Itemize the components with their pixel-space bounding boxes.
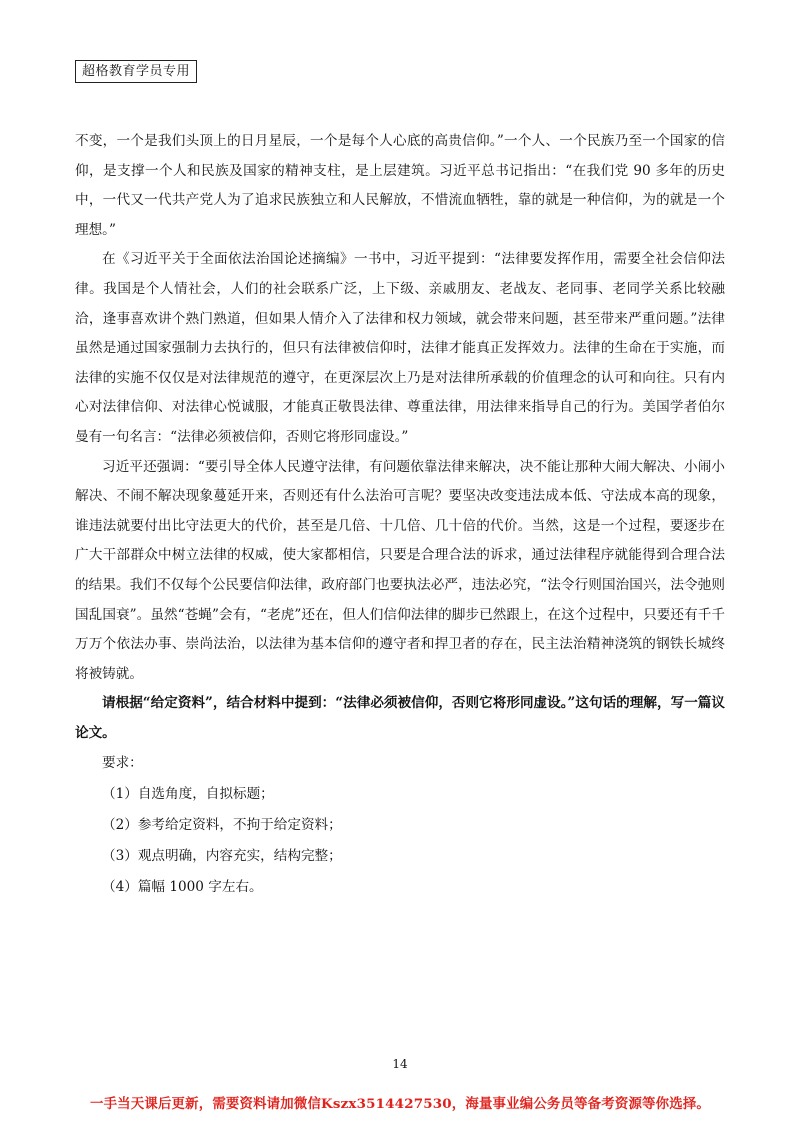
page-number: 14: [392, 1057, 408, 1071]
requirement-item: （2）参考给定资料，不拘于给定资料；: [102, 817, 342, 834]
requirement-item: （4）篇幅 1000 字左右。: [102, 879, 263, 896]
requirements-label: 要求：: [102, 755, 143, 772]
paragraph-rule-of-law-belief: 在《习近平关于全面依法治国论述摘编》一书中，习近平提到：“法律要发挥作用，需要全社会信仰法律。我国是个人情社会，人们的社会联系广泛，上下级、亲戚朋友、老战友、老同事、老同学关系比较融洽，逢事喜欢讲个熟门熟道，但如果人情介入了法律和权力领域，就会带来问题，甚至带来严重问题。”法律虽然是通过国家强制力去执行的，但只有法律被信仰时，法律才能真正发挥效力。法律的生命在于实施，而法律的实施不仅仅是对法律规范的遵守，在更深层次上乃是对法律所承载的价值理念的认可和向往。只有内心对法律信仰、对法律心悦诚服，才能真正敬畏法律、尊重法律，用法律来指导自己的行为。美国学者伯尔曼有一句名言：“法律必须被信仰，否则它将形同虚设。”: [75, 251, 725, 445]
essay-task: 请根据“给定资料”，结合材料中提到：“法律必须被信仰，否则它将形同虚设。”这句话的理解，写一篇议论文。: [75, 695, 725, 741]
requirement-item: （1）自选角度，自拟标题；: [102, 786, 274, 803]
paragraph-emphasis: 习近平还强调：“要引导全体人民遵守法律，有问题依靠法律来解决，决不能让那种大闹大解决、小闹小解决、不闹不解决现象蔓延开来，否则还有什么法治可言呢？要坚决改变违法成本低、守法成本高的现象，谁违法就要付出比守法更大的代价，甚至是几倍、十几倍、几十倍的代价。当然，这是一个过程，要逐步在广大干部群众中树立法律的权威，使大家都相信，只要是合理合法的诉求，通过法律程序就能得到合理合法的结果。我们不仅每个公民要信仰法律，政府部门也要执法必严，违法必究，“法令行则国治国兴，法令弛则国乱国衰”。虽然“苍蝇”会有，“老虎”还在，但人们信仰法律的脚步已然跟上，在这个过程中，只要还有千千万万个依法办事、崇尚法治，以法律为基本信仰的遵守者和捍卫者的存在，民主法治精神浇筑的钢铁长城终将被铸就。: [75, 458, 725, 682]
paragraph-continued: 不变，一个是我们头顶上的日月星辰，一个是每个人心底的高贵信仰。”一个人、一个民族乃至一个国家的信仰，是支撑一个人和民族及国家的精神支柱，是上层建筑。习近平总书记指出：“在我们党 90 多年的历史中，一代又一代共产党人为了追求民族独立和人民解放，不惜流血牺牲，靠的就是一种信仰，为的就是一个理想。”: [75, 133, 725, 238]
footer-notice: 一手当天课后更新，需要资料请加微信Kszx3514427530，海量事业编公务员等备考资源等你选择。: [90, 1096, 710, 1112]
header-stamp: 超格教育学员专用: [75, 60, 197, 83]
requirement-item: （3）观点明确，内容充实，结构完整；: [102, 848, 342, 865]
document-body: [75, 127, 725, 903]
